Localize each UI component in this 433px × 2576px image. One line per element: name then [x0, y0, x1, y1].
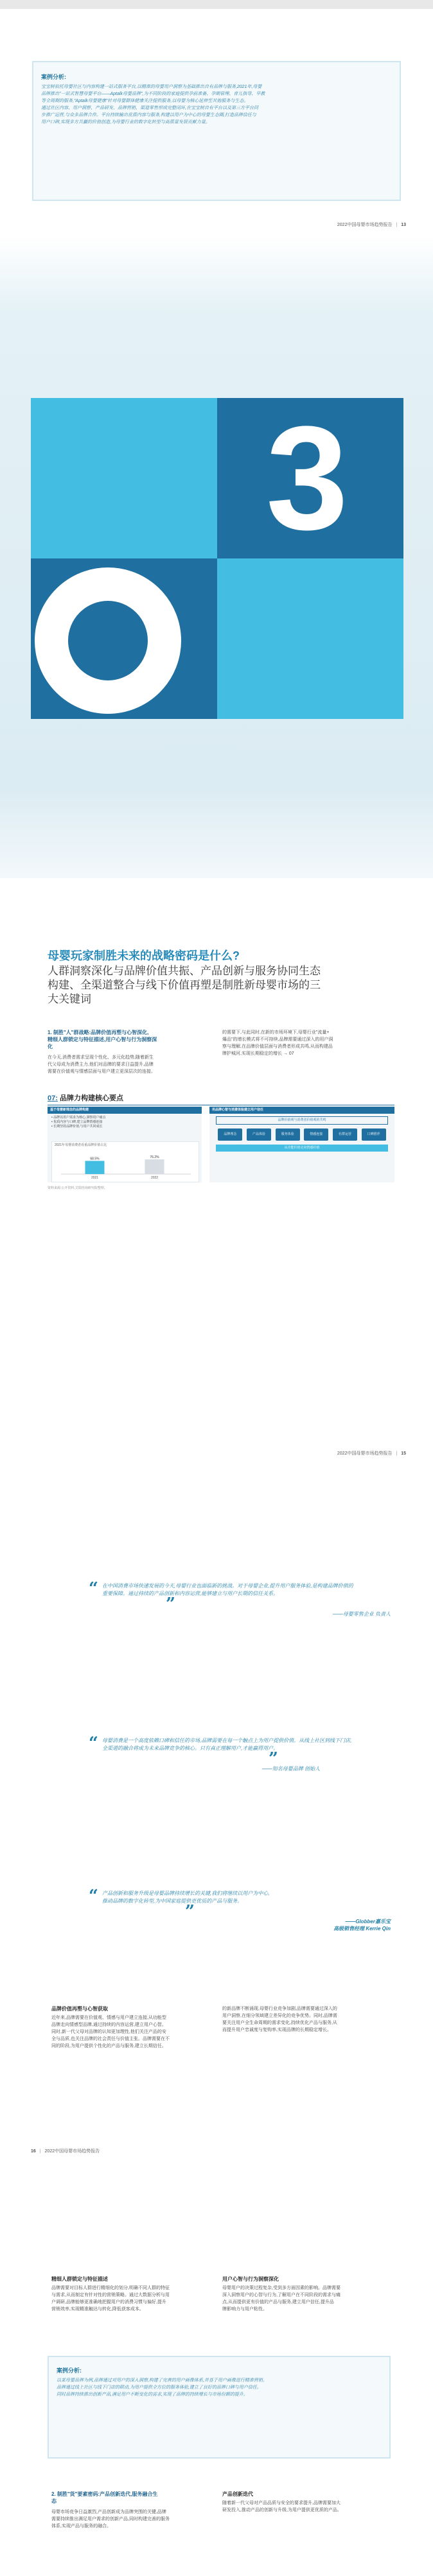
right-panel-item: 社群运营 — [333, 1128, 357, 1141]
body-line: 研发投入,推动产品的创新与升级,为用户提供更优质的产品。 — [222, 2508, 342, 2512]
case-analysis-title: 案例分析: — [41, 74, 66, 80]
heading-line: 1. 制胜"人"群战略:品牌价值再塑与心智深化, — [48, 1030, 149, 1035]
data-label: 68.5% — [90, 1157, 100, 1161]
heading-line: 化 — [48, 1044, 53, 1050]
figure-title-row: 07: 品牌力构建核心要点 — [48, 1093, 394, 1105]
quote-line: 推动品牌的数字化转型,为中国家庭提供更优质的产品与服务。 — [102, 1898, 243, 1904]
right-panel-head: 用品牌心智与消费体验建立用户信任 — [209, 1107, 394, 1114]
body-line: 的新品牌不断涌现,母婴行业竞争加剧,品牌需要通过深入的 — [222, 2007, 337, 2011]
heading-line: 态 — [51, 2498, 57, 2504]
body-line: 爆品"的增长模式将不可持续,品牌需要通过深入的用户洞 — [222, 1037, 333, 1042]
body-line: 母婴市场竞争日益激烈,产品创新成为品牌突围的关键,品牌 — [51, 2510, 166, 2514]
bottom-left-body — [51, 2285, 212, 2313]
bar — [145, 1159, 164, 1174]
open-quote-icon: “ — [89, 1579, 98, 1598]
body-line: 深入洞察用户的心智与行为,了解用户在不同阶段的需求与痛 — [222, 2293, 340, 2297]
body-line: 营销效率,实现精准触达与转化,降低获客成本。 — [51, 2307, 144, 2312]
case-text-line: 以某母婴品牌为例,品牌通过对用户的深入洞察,构建了完善的用户画像体系,并基于用户画像进行精准营销。 — [57, 2378, 267, 2383]
footer-report-title: 2022中国母婴市场趋势报告 — [337, 223, 393, 227]
bottom-right-title: 用户心智与行为洞察深化 — [222, 2276, 279, 2282]
case-analysis-box — [48, 2356, 391, 2459]
section-title-block — [48, 949, 394, 1007]
quote-3-author: ——Globber嘉乐宝 — [345, 1919, 391, 1924]
case-text-line: 品牌通过线上社区与线下门店的联动,为用户提供全方位的服务体验,建立了良好的品牌口碑与用户信任。 — [57, 2385, 261, 2390]
body-line: 户调研,品牌能够更准确地把握用户的消费习惯与偏好,提升 — [51, 2300, 166, 2304]
quote-1-author: ——母婴零售企业 负责人 — [332, 1611, 391, 1617]
quote-1 — [89, 1579, 391, 1618]
figure-07 — [48, 1093, 394, 1195]
point-1-right — [222, 1029, 391, 1057]
subtitle-line: 构建、全渠道整合与线下价值再塑是制胜新母婴市场的三 — [48, 979, 321, 991]
body-line: 全与品质,也关注品牌的社会责任与价值主张。品牌需要在不 — [51, 2037, 170, 2041]
body-line: 牌影响力与用户粘性。 — [222, 2307, 267, 2312]
case-text-line: 同时品牌持续推出创新产品,满足用户不断变化的需求,实现了品牌的持续增长与市场份额的提升。 — [57, 2392, 248, 2397]
body-line: 品牌走向情感型品牌,通过持续的内容运营,建立用户心智。 — [51, 2023, 166, 2027]
case-text-line: 等全周期的服务,"Aptalk母婴健康"针对母婴群体健康关注提供服务,以母婴为核心延伸至其他服务与生态。 — [41, 99, 249, 103]
figure-left-panel — [48, 1107, 202, 1182]
quote-line: 在中国消费市场快速发展的今天,母婴行业也面临新的挑战。对于母婴企业,提升用户服务体验,是构建品牌价值的 — [102, 1583, 353, 1589]
chapter-divider-graphic — [31, 395, 403, 719]
body-line: 母婴用户的决策过程复杂,受到多方面因素的影响。品牌需要 — [222, 2286, 340, 2290]
tile-bottom-right — [217, 558, 403, 719]
case-text-line: 通过社区内容、用户洞察、产品研发、品牌营销、渠道零售形成完整闭环,在宝宝树自有平台以及第三方平台同 — [41, 106, 258, 110]
footer-page-number: 16 — [31, 2149, 36, 2154]
left-panel-head: 基于母婴新理念的品牌构建 — [48, 1107, 202, 1114]
body-line: 代父母成为消费主力,他们对品牌的要求日益提升,品牌 — [48, 1062, 154, 1067]
left-panel-points — [48, 1114, 202, 1131]
page-footer: 2022中国母婴市场趋势报告 | 15 — [337, 1451, 406, 1456]
right-panel-item: 情感连接 — [304, 1128, 328, 1141]
point-2-right-body — [222, 2500, 391, 2514]
case-analysis-text — [57, 2377, 382, 2398]
point-1-left — [48, 1029, 208, 1075]
heading-line: 精细人群锁定与特征描述,用户心智与行为洞察深 — [48, 1037, 157, 1042]
close-quote-icon: ” — [166, 1595, 175, 1614]
body-line: 的需要下,与此同时,在新的市场环境下,母婴行业"流量+ — [222, 1030, 330, 1035]
figure-label: 07 — [48, 1094, 56, 1102]
body-line: 需要持续推出满足用户需求的创新产品,同时构建完善的服务 — [51, 2517, 170, 2521]
right-panel-item: 口碑推荐 — [362, 1128, 386, 1141]
body-line: 同时,新一代父母对品牌的认知更加理性,他们关注产品的安 — [51, 2030, 166, 2034]
right-panel-item: 服务体验 — [276, 1128, 300, 1141]
quote-line: 产品创新和服务升级是母婴品牌持续增长的关键,我们将继续以用户为中心, — [102, 1890, 270, 1896]
point-1-heading — [48, 1029, 208, 1050]
right-panel-items — [216, 1128, 388, 1141]
body-line: 体系,实现产品与服务的融合。 — [51, 2524, 111, 2528]
mini-chart — [51, 1141, 199, 1182]
quote-2-author: ——知名母婴品牌 创始人 — [261, 1766, 320, 1772]
lower-left-body — [51, 2014, 212, 2050]
body-line: 同的阶段,为用户提供个性化的产品与服务,建立长期信任。 — [51, 2044, 166, 2048]
section-title: 母婴玩家制胜未来的战略密码是什么? — [48, 949, 240, 962]
mini-chart-plot — [52, 1148, 197, 1180]
case-analysis-text — [41, 83, 392, 126]
bar — [85, 1161, 105, 1174]
lower-right-body — [222, 2005, 391, 2034]
left-panel-point: • 品牌以用户需求为核心,洞察用户痛点 — [51, 1116, 106, 1119]
footer-page-number: 15 — [401, 1451, 406, 1456]
figure-right-panel — [209, 1107, 394, 1182]
point-1-right-body — [222, 1029, 391, 1057]
footer-page-number: 13 — [401, 223, 406, 227]
data-label: 76.2% — [150, 1155, 159, 1160]
quote-line: 母婴消费是一个高度依赖口碑和信任的市场,品牌需要在每一个触点上为用户提供价值。从线上社区到线下门店, — [102, 1738, 352, 1743]
body-line: 随着新一代父母对产品品质与安全的要求提升,品牌需要加大 — [222, 2501, 340, 2505]
body-line: 点,从而提供更有价值的产品与服务,建立用户信任,提升品 — [222, 2300, 334, 2304]
bottom-right-body — [222, 2285, 391, 2313]
subtitle-line: 人群洞察深化与品牌价值共振、产品创新与服务协同生态 — [48, 965, 321, 977]
body-line: 用户洞察,在细分领域建立差异化的竞争优势。同时,品牌需 — [222, 2014, 337, 2018]
point-2-left — [51, 2491, 212, 2530]
right-panel-item: 产品体验 — [247, 1128, 271, 1141]
quote-3 — [89, 1887, 391, 1932]
case-text-line: 品牌推出"一站式智慧母婴平台——Aptalk母婴品牌",为不同阶段的家庭提供孕前准备、孕期管理、育儿指导、早教 — [41, 92, 265, 96]
point-2-right — [222, 2491, 391, 2514]
page-footer: 2022中国母婴市场趋势报告 | 13 — [337, 223, 406, 227]
footer-report-title: 2022中国母婴市场趋势报告 — [44, 2149, 100, 2154]
heading-line: 2. 制胜"货"要素密码:产品创新迭代,服务融合生 — [51, 2491, 158, 2497]
body-line: 与需求,从而制定有针对性的营销策略。通过大数据分析与用 — [51, 2293, 170, 2297]
subtitle-line: 大关键词 — [48, 993, 91, 1005]
figure-source-note: 资料来源:公开资料,艾瑞咨询研究院整理。 — [48, 1186, 107, 1190]
point-2-body — [51, 2509, 212, 2530]
case-analysis-title: 案例分析: — [57, 2367, 82, 2374]
point-2-heading — [51, 2491, 212, 2505]
close-quote-icon: ” — [269, 1749, 278, 1768]
footer-report-title: 2022中国母婴市场趋势报告 — [337, 1451, 393, 1456]
mini-chart-title: 2021年母婴消费者看重品牌价值占比 — [55, 1143, 107, 1147]
body-line: 在今天,消费者需求呈现个性化、多元化趋势,随着新生 — [48, 1055, 154, 1060]
body-line: 察与理解,在品牌价值层面与消费者形成共鸣,从而构建品 — [222, 1044, 333, 1049]
page-footer: 16 | 2022中国母婴市场趋势报告 — [31, 2149, 100, 2154]
body-line: 牌护城河,实现长期稳定的增长 → 07 — [222, 1051, 294, 1056]
left-panel-point: • 长期坚持品牌价值,与用户共同成长 — [51, 1125, 103, 1128]
body-line: 需要在价值观与情感层面与用户建立更深层次的连接。 — [48, 1069, 155, 1074]
point-1-body — [48, 1054, 208, 1075]
open-quote-icon: “ — [89, 1887, 98, 1906]
case-text-line: 用户口碑,实现多方共赢的价值创造,为母婴行业的数字化转型与高质量发展贡献力量。 — [41, 120, 210, 125]
bottom-left-title: 精细人群锁定与特征描述 — [51, 2276, 108, 2282]
open-quote-icon: “ — [89, 1734, 98, 1753]
case-text-line: 宝宝树依托母婴社区与内容构建一站式服务平台,以精准的母婴用户洞察为基础推出自有品牌与服务,2021年,母婴 — [41, 85, 262, 89]
tick-label: 2021 — [91, 1176, 99, 1180]
section-subtitle — [48, 964, 394, 1007]
quote-line: 重要保障。通过持续的产品创新和内容运营,能够建立与用户长期的信任关系。 — [102, 1591, 279, 1596]
body-line: 品牌需要对目标人群进行精细化的划分,明确不同人群的特征 — [51, 2286, 170, 2290]
lower-left-title: 品牌价值再塑与心智获取 — [51, 2006, 108, 2012]
quote-2-text — [102, 1737, 351, 1752]
tile-top-left — [31, 398, 217, 558]
figure-title: 品牌力构建核心要点 — [59, 1094, 123, 1102]
right-panel-item: 品牌理念 — [218, 1128, 242, 1141]
case-text-line: 步推广运营,与众多品牌合作。平台持续输出优质内容与服务,构建以用户为中心的母婴生态圈,打造品牌信任与 — [41, 113, 256, 117]
chapter-number: 3 — [266, 395, 348, 560]
body-line: 近年来,品牌需要在价值观、情感与用户建立连接,从功能型 — [51, 2016, 166, 2020]
body-line: 要关注用户全生命周期的需求变化,持续优化产品与服务,从 — [222, 2021, 337, 2025]
case-analysis-box — [32, 61, 401, 201]
right-panel-bottom: 从功能价值走向情感价值 — [216, 1145, 388, 1152]
point-2-right-title: 产品创新迭代 — [222, 2491, 253, 2497]
quote-2 — [89, 1734, 391, 1772]
right-panel-top: 品牌价值观与消费者价值观的共鸣 — [216, 1116, 388, 1125]
quote-3-author-title: 高级销售经理 Kerrie Qin — [333, 1926, 391, 1932]
bottom-left-column — [51, 2276, 212, 2313]
top-header-band — [0, 0, 433, 9]
quote-line: 全渠道的融合将成为未来品牌竞争的核心。只有真正理解用户,才能赢得用户。 — [102, 1745, 279, 1751]
bottom-right-column — [222, 2276, 391, 2313]
left-panel-point: • 优质内容与口碑,建立品牌情感连接 — [51, 1120, 103, 1124]
body-line: 而提升用户忠诚度与复购率,实现品牌的长期稳定增长。 — [222, 2028, 331, 2032]
lower-left-column — [51, 2005, 212, 2050]
lower-right-column — [222, 2005, 391, 2034]
quote-1-text — [102, 1582, 353, 1598]
tick-label: 2022 — [150, 1176, 159, 1180]
close-quote-icon: ” — [185, 1902, 195, 1921]
